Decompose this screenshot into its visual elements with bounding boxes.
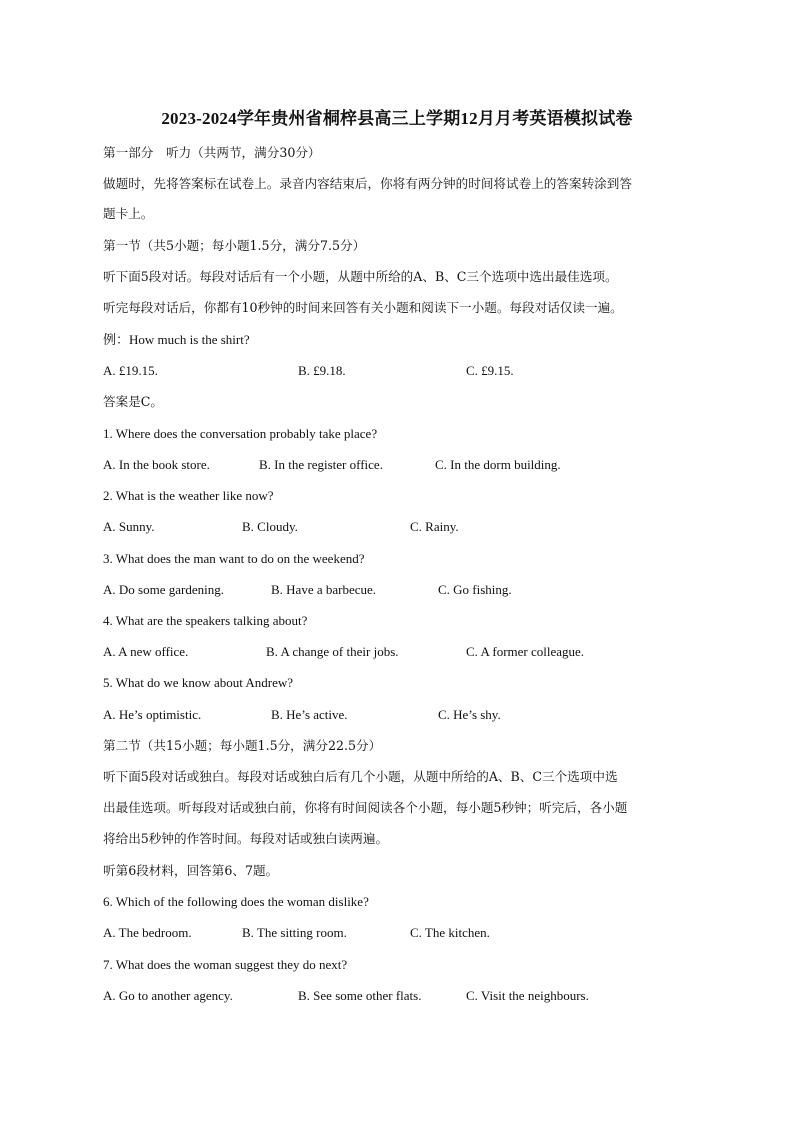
example-answer: 答案是C。 [103, 394, 164, 409]
question-3: 3. What does the man want to do on the weekend? [103, 551, 365, 566]
example-option-b: B. £9.18. [298, 363, 346, 378]
question-4-option-b: B. A change of their jobs. [266, 644, 399, 659]
question-4-option-a: A. A new office. [103, 644, 189, 659]
question-4: 4. What are the speakers talking about? [103, 613, 308, 628]
question-4-option-c: C. A former colleague. [466, 644, 585, 659]
section2-heading: 第二节（共15小题；每小题1.5分，满分22.5分） [103, 738, 382, 753]
question-6: 6. Which of the following does the woman dislike? [103, 894, 369, 909]
question-7: 7. What does the woman suggest they do next? [103, 957, 348, 972]
question-3-option-a: A. Do some gardening. [103, 582, 224, 597]
example-question: 例：How much is the shirt? [103, 332, 250, 347]
question-2-option-c: C. Rainy. [410, 519, 459, 534]
instructions-line1: 做题时，先将答案标在试卷上。录音内容结束后，你将有两分钟的时间将试卷上的答案转涂到答 [103, 176, 632, 191]
question-5-option-b: B. He’s active. [271, 707, 348, 722]
section1-heading: 第一节（共5小题；每小题1.5分，满分7.5分） [103, 238, 366, 253]
question-2-option-a: A. Sunny. [103, 519, 155, 534]
section2-line1: 听下面5段对话或独白。每段对话或独白后有几个小题，从题中所给的A、B、C三个选项中选 [103, 769, 618, 784]
question-7-option-a: A. Go to another agency. [103, 988, 233, 1003]
instructions-line2: 题卡上。 [103, 206, 154, 221]
question-1-option-b: B. In the register office. [259, 457, 383, 472]
question-3-option-c: C. Go fishing. [438, 582, 512, 597]
question-7-option-b: B. See some other flats. [298, 988, 422, 1003]
section2-line3: 将给出5秒钟的作答时间。每段对话或独白读两遍。 [103, 831, 389, 846]
example-option-a: A. £19.15. [103, 363, 158, 378]
question-5-option-c: C. He’s shy. [438, 707, 501, 722]
section1-line1: 听下面5段对话。每段对话后有一个小题，从题中所给的A、B、C三个选项中选出最佳选项。 [103, 269, 618, 284]
question-6-option-b: B. The sitting room. [242, 925, 347, 940]
section2-line2: 出最佳选项。听每段对话或独白前，你将有时间阅读各个小题，每小题5秒钟；听完后，各小题 [103, 800, 628, 815]
question-5: 5. What do we know about Andrew? [103, 675, 294, 690]
exam-title: 2023-2024学年贵州省桐梓县高三上学期12月月考英语模拟试卷 [161, 109, 633, 128]
question-1-option-a: A. In the book store. [103, 457, 210, 472]
question-1: 1. Where does the conversation probably take place? [103, 426, 378, 441]
question-3-option-b: B. Have a barbecue. [271, 582, 377, 597]
question-5-option-a: A. He’s optimistic. [103, 707, 202, 722]
question-2-option-b: B. Cloudy. [242, 519, 298, 534]
question-6-option-a: A. The bedroom. [103, 925, 192, 940]
section1-line2: 听完每段对话后，你都有10秒钟的时间来回答有关小题和阅读下一小题。每段对话仅读一遍。 [103, 300, 623, 315]
question-7-option-c: C. Visit the neighbours. [466, 988, 589, 1003]
example-option-c: C. £9.15. [466, 363, 514, 378]
part1-heading: 第一部分 听力（共两节，满分30分） [103, 145, 321, 160]
question-1-option-c: C. In the dorm building. [435, 457, 561, 472]
material-6-heading: 听第6段材料，回答第6、7题。 [103, 863, 279, 878]
question-6-option-c: C. The kitchen. [410, 925, 490, 940]
question-2: 2. What is the weather like now? [103, 488, 274, 503]
